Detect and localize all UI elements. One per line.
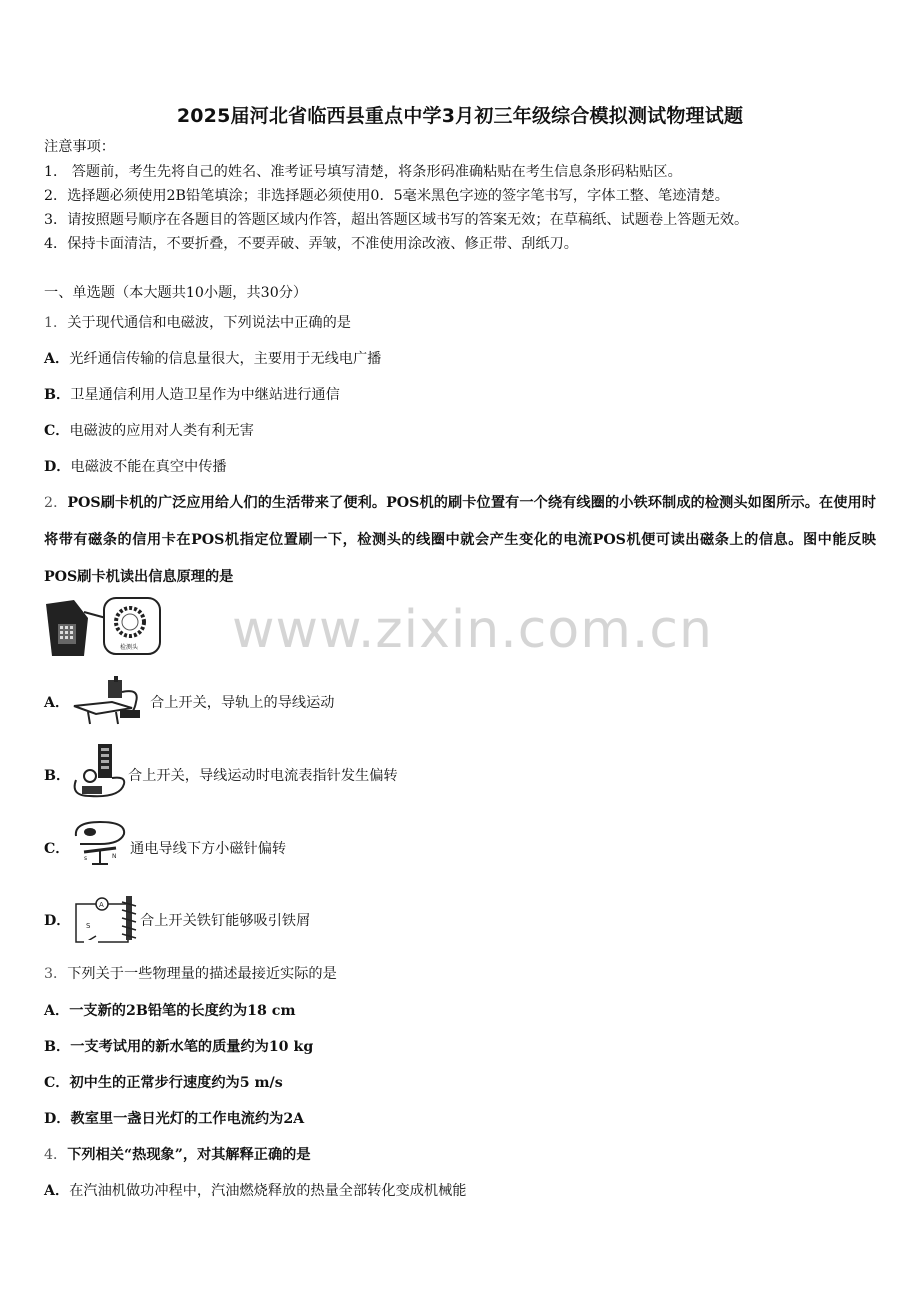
option-text: 电磁波不能在真空中传播	[70, 459, 227, 475]
notice-item-4: 4．保持卡面清洁，不要折叠，不要弄破、弄皱，不准使用涂改液、修正带、刮纸刀。	[44, 236, 578, 252]
option-label: C．	[44, 423, 70, 439]
option-label-2c: C．	[44, 841, 70, 857]
option-3c	[44, 1073, 283, 1093]
option-label-2d: D．	[44, 913, 71, 929]
question-stem: 下列相关“热现象”，对其解释正确的是	[67, 1147, 311, 1163]
option-label: A．	[44, 351, 70, 367]
option-1b	[44, 385, 340, 405]
question-number: 2．	[44, 495, 68, 511]
option-1c	[44, 421, 254, 441]
option-label: C．	[44, 1075, 70, 1091]
question-number: 4．	[44, 1147, 68, 1163]
electromagnet-circuit-diagram	[72, 892, 140, 948]
option-text-2b: 合上开关，导线运动时电流表指针发生偏转	[128, 768, 398, 784]
oersted-needle-diagram	[70, 818, 130, 870]
option-text: 卫星通信利用人造卫星作为中继站进行通信	[70, 387, 340, 403]
option-label: A．	[44, 1183, 70, 1199]
option-label: D．	[44, 1111, 71, 1127]
notice-item-2: 2．选择题必须使用2B铅笔填涂；非选择题必须使用0．5毫米黑色字迹的签字笔书写，字体工整、笔迹清楚。	[44, 188, 729, 204]
question-stem: 关于现代通信和电磁波，下列说法中正确的是	[67, 315, 351, 331]
question-stem: POS刷卡机的广泛应用给人们的生活带来了便利。POS机的刷卡位置有一个绕有线圈的小铁环制成的检测头如图所示。在使用时将带有磁条的信用卡在POS机指定位置刷一下，检测头的线圈中就会产生变化的电流POS机便可读出磁条上的信息。图中能反映POS刷卡机读出信息原理的是	[44, 495, 876, 585]
page-title: 2025届河北省临西县重点中学3月初三年级综合模拟测试物理试题	[176, 105, 744, 127]
figure-caption: 检测头	[120, 644, 139, 651]
option-label: D．	[44, 459, 71, 475]
option-label-2a: A．	[44, 695, 70, 711]
pos-detector-figure	[44, 596, 164, 658]
option-3d	[44, 1109, 304, 1129]
option-label: A．	[44, 1003, 70, 1019]
question-1	[44, 313, 351, 333]
svg-text:s: s	[84, 855, 88, 862]
option-text-2a: 合上开关，导轨上的导线运动	[150, 695, 335, 711]
section-heading: 一、单选题（本大题共10小题，共30分）	[44, 285, 308, 301]
question-2	[44, 485, 876, 596]
option-1a	[44, 349, 381, 369]
question-3	[44, 964, 337, 984]
question-stem: 下列关于一些物理量的描述最接近实际的是	[67, 966, 337, 982]
option-3a	[44, 1001, 295, 1021]
notice-item-3: 3．请按照题号顺序在各题目的答题区域内作答，超出答题区域书写的答案无效；在草稿纸、试题卷上答题无效。	[44, 212, 749, 228]
option-text: 在汽油机做功冲程中，汽油燃烧释放的热量全部转化变成机械能	[69, 1183, 467, 1199]
option-label-2b: B．	[44, 768, 71, 784]
option-label: B．	[44, 1039, 71, 1055]
notice-heading: 注意事项：	[44, 139, 115, 155]
question-number: 3．	[44, 966, 68, 982]
option-text-2c: 通电导线下方小磁针偏转	[130, 841, 287, 857]
notice-item-1: 1． 答题前，考生先将自己的姓名、准考证号填写清楚，将条形码准确粘贴在考生信息条形码粘贴区。	[44, 164, 682, 180]
question-number: 1．	[44, 315, 68, 331]
option-text: 初中生的正常步行速度约为5 m/s	[69, 1075, 283, 1091]
option-text: 教室里一盏日光灯的工作电流约为2A	[70, 1111, 305, 1127]
magnet-rail-diagram	[70, 672, 150, 726]
option-text-2d: 合上开关铁钉能够吸引铁屑	[140, 913, 311, 929]
watermark: www.zixin.com.cn	[232, 600, 713, 660]
option-4a	[44, 1181, 466, 1201]
option-text: 光纤通信传输的信息量很大，主要用于无线电广播	[69, 351, 382, 367]
svg-text:A: A	[99, 901, 104, 909]
svg-text:S: S	[86, 922, 91, 930]
option-text: 电磁波的应用对人类有利无害	[69, 423, 254, 439]
generator-ammeter-diagram	[68, 740, 128, 804]
option-3b	[44, 1037, 313, 1057]
option-text: 一支新的2B铅笔的长度约为18 cm	[69, 1003, 296, 1019]
option-1d	[44, 457, 227, 477]
option-label: B．	[44, 387, 71, 403]
question-4	[44, 1145, 311, 1165]
svg-text:N: N	[112, 853, 117, 860]
option-text: 一支考试用的新水笔的质量约为10 kg	[70, 1039, 314, 1055]
